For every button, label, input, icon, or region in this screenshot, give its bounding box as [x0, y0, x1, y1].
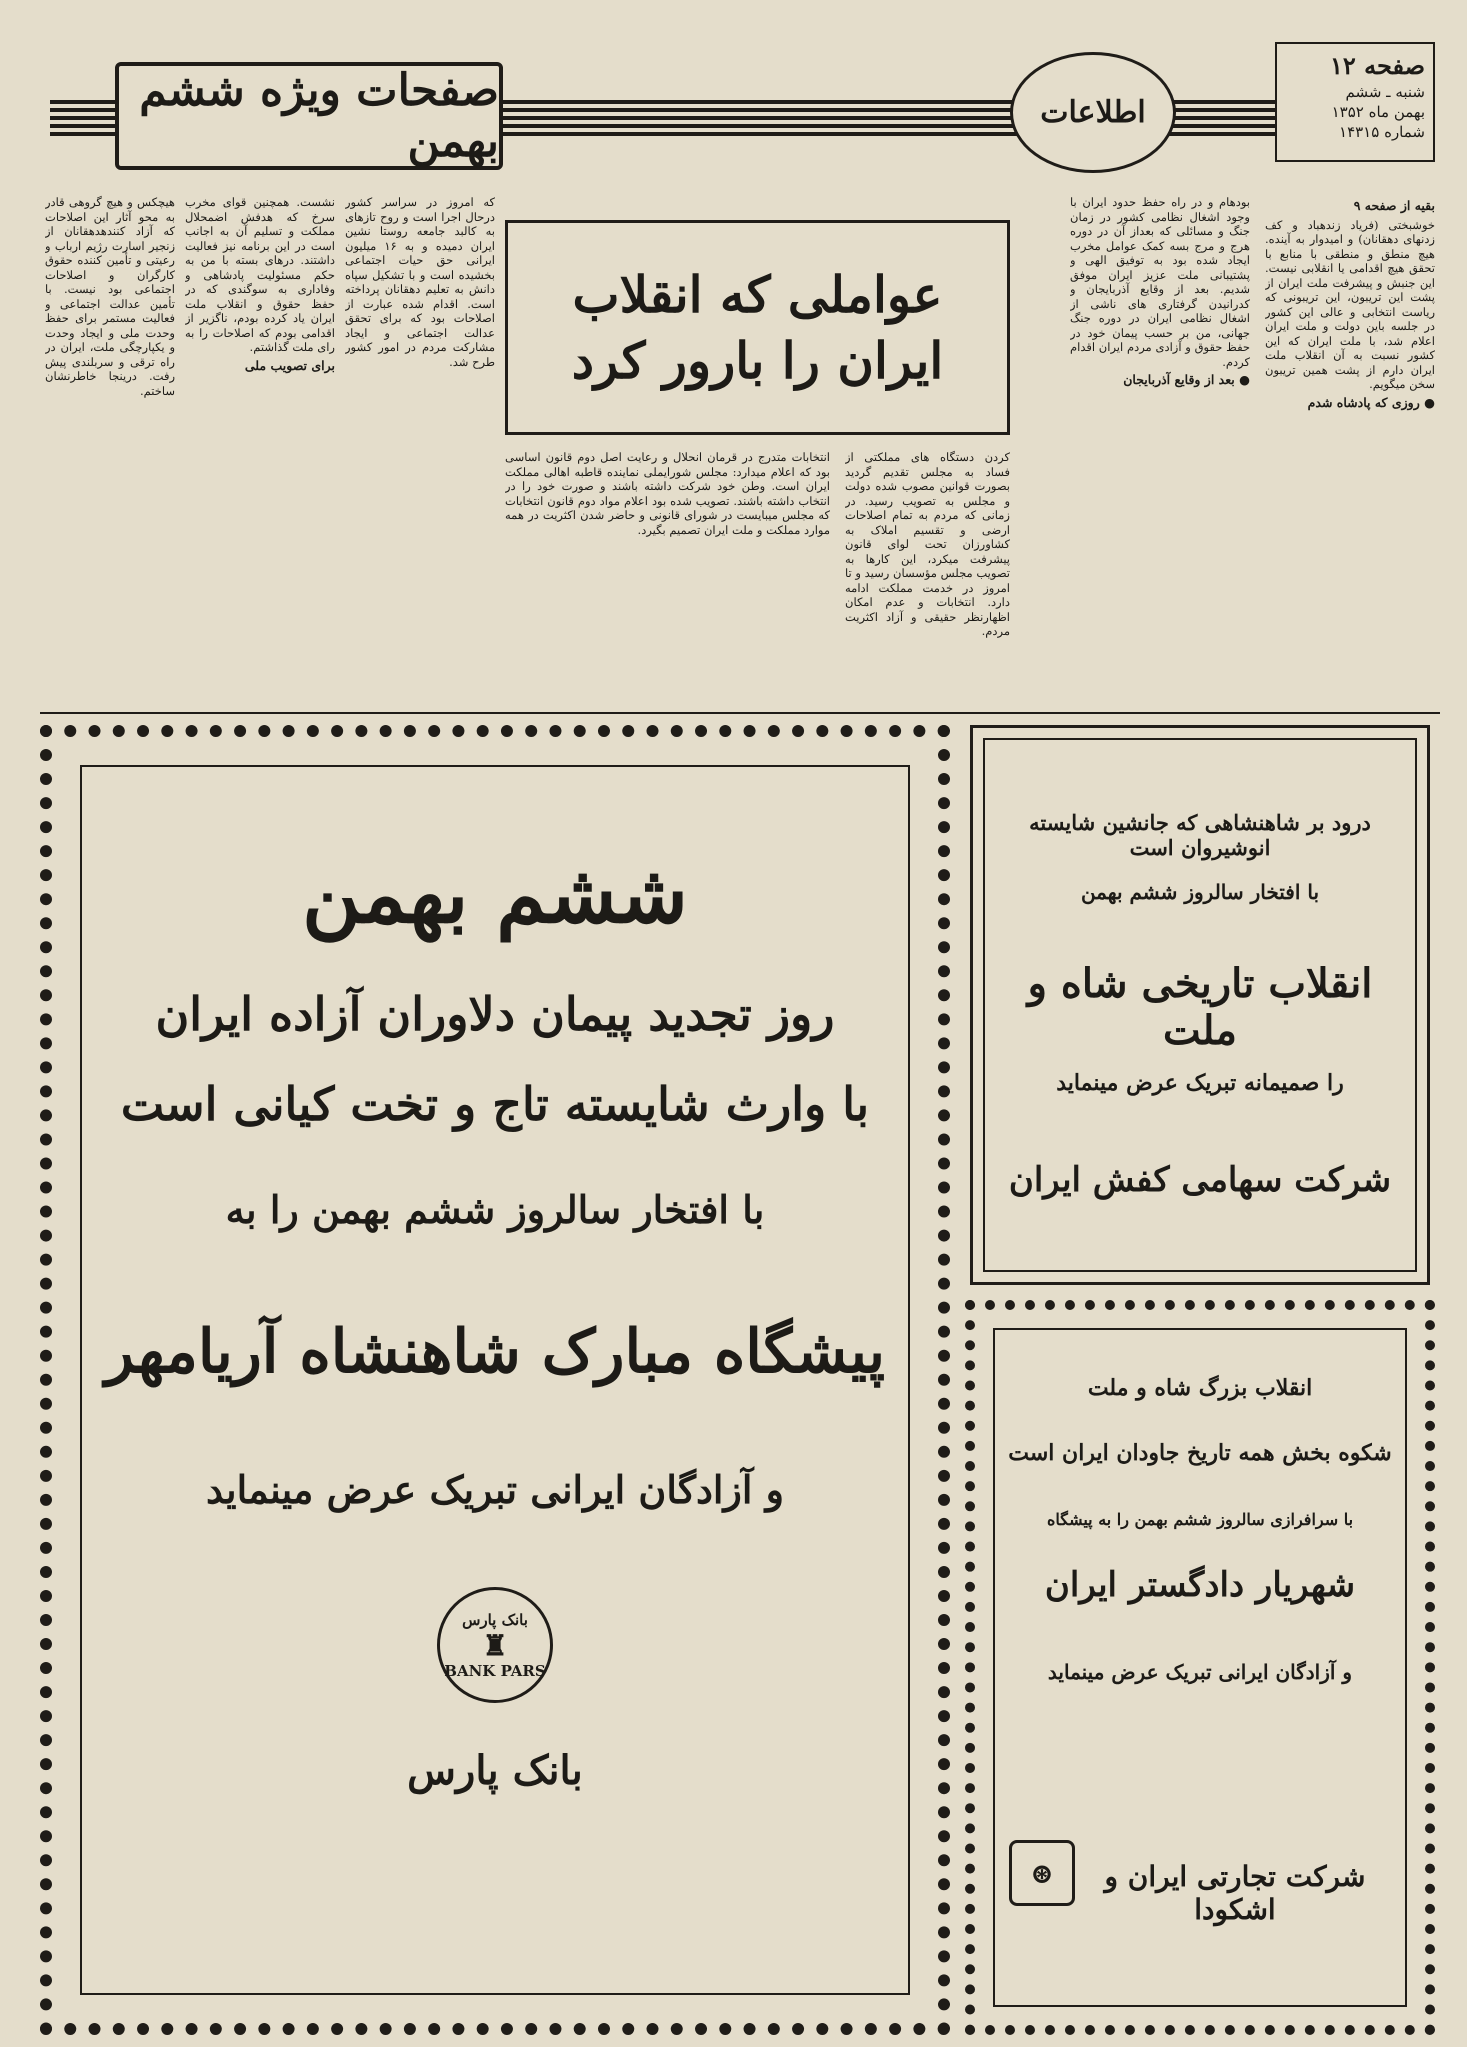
ad-line-2: با وارث شایسته تاج و تخت کیانی است	[120, 1077, 870, 1131]
article-column-3	[845, 450, 1010, 695]
ad-line-4: پیشگاه مبارک شاهنشاه آریامهر	[104, 1317, 886, 1387]
column-text: که امروز در سراسر کشور درحال اجرا است و روح تازهای به کالبد جامعه روستا نشین ایران دمیده و به ۱۶ میلیون ایرانی حق حیات اجتماعی بخشیده است و با تشکیل سپاه دانش به تعلیم دهقانان پرداخته است. اقدام شده عبارت از اصلاحات بود که برای تحقق عدالت اجتماعی و ایجاد مشارکت مردم در امور کشور طرح شد.	[345, 195, 495, 369]
ad-line-5: و آزادگان ایرانی تبریک عرض مینماید	[1047, 1660, 1353, 1684]
skoda-ad	[965, 1300, 1435, 2035]
section-divider	[40, 712, 1440, 714]
ad-line-3: انقلاب تاریخی شاه و ملت	[1027, 960, 1373, 1054]
continued-label: بقیه از صفحه ۹	[1353, 198, 1435, 213]
bank-pars-ad	[40, 725, 950, 2035]
ad-title: ششم بهمن	[302, 847, 688, 941]
column-text: نشست. همچنین قوای مخرب سرخ که هدفش اضمحلال مملکت و تسلیم آن به اجانب است در این برنامه نیز فعالیت داشتند. درهای بسته با من به حکم مسئولیت پادشاهی و وفاداری به سوگندی که در حفظ حقوق و انقلاب ملت ایران یاد کرده بودم، ناگزیر از اقدامی بودم که اصلاحات را به رای ملت گذاشتم.	[185, 195, 335, 354]
skoda-logo-icon: ⊛	[1009, 1840, 1075, 1906]
header-banner	[115, 62, 503, 170]
ad-signature: شرکت تجارتی ایران و اشکودا	[1104, 1860, 1366, 1926]
article-column-5	[345, 195, 495, 695]
ad-line-1: روز تجدید پیمان دلاوران آزاده ایران	[155, 987, 835, 1041]
ad-line-5: و آزادگان ایرانی تبریک عرض مینماید	[206, 1467, 784, 1512]
page-number: صفحه ۱۲	[1329, 51, 1425, 80]
seal-bottom-text: BANK PARS	[444, 1661, 546, 1680]
article-section	[45, 195, 1435, 695]
ad-line-3: با سرافرازی سالروز ششم بهمن را به پیشگاه	[1046, 1510, 1354, 1529]
ad-line-2: با افتخار سالروز ششم بهمن	[1080, 880, 1320, 904]
headline-line-2: ایران را بارور کرد	[571, 330, 944, 390]
column-text: بودهام و در راه حفظ حدود ایران با وجود اشغال نظامی کشور در زمان جنگ و مسائلی که بعداز آن در دوره هرج و مرج بسه کمک عوامل مخرب ایجاد شده بود به توفیق الهی و پشتیبانی ملت عزیز ایران موفق شدیم. بعد از وقایع آذربایجان و کدرانیدن گرفتاری های ناشی از اشغال نظامی ایران در دوره جنگ جهانی، من بر حسب پیمان خود در حفظ حقوق و آزادی مردم ایران اقدام کردم.	[1070, 195, 1250, 369]
subhead-king-day: ● روزی که پادشاه شدم	[1307, 394, 1435, 410]
ad-line-3: با افتخار سالروز ششم بهمن را به	[225, 1187, 765, 1232]
column-text: انتخابات متدرج در قرمان انحلال و رعایت اصل دوم قانون اساسی بود که اعلام میدارد: مجلس شورایملی نماینده قاطبه اهالی مملکت ایران است. وطن خود شرکت داشته باشند و صورت خود را در انتخاب داشته باشند. تصویب شده بود اعلام مواد دوم قانون انتخابات که مجلس میبایست در شورای قانونی و حاضر شدن اکثریت در همه موارد مملکت و ملت ایران تصمیم بگیرد.	[505, 450, 830, 537]
newspaper-logo	[1010, 52, 1176, 173]
ad-signature: بانک پارس	[407, 1747, 583, 1794]
header-banner-title: صفحات ویژه ششم بهمن	[139, 65, 499, 167]
issue-number: شماره ۱۴۳۱۵	[1339, 123, 1425, 141]
article-column-7	[45, 195, 175, 695]
article-column-1	[1265, 195, 1435, 695]
subhead-azerbaijan: ● بعد از وقایع آذربایجان	[1123, 372, 1250, 387]
seal-top-text: بانک پارس	[462, 1610, 528, 1629]
article-column-2	[1070, 195, 1250, 695]
ad-line-1: انقلاب بزرگ شاه و ملت	[1087, 1375, 1313, 1401]
ad-line-1: درود بر شاهنشاهی که جانشین شایسته انوشیروان است	[1029, 810, 1371, 860]
subhead-national-approval: برای تصویب ملی	[244, 357, 335, 373]
article-column-6	[185, 195, 335, 695]
issue-month: بهمن ماه ۱۳۵۲	[1331, 103, 1425, 121]
article-column-4	[505, 450, 830, 695]
ad-signature: شرکت سهامی کفش ایران	[1008, 1160, 1392, 1200]
bank-pars-seal	[437, 1587, 553, 1703]
ad-line-2: شکوه بخش همه تاریخ جاودان ایران است	[1008, 1440, 1392, 1466]
column-text: کردن دستگاه های مملکتی از فساد به مجلس تقدیم گردید بصورت قوانین مصوب شده دولت و مجلس به تصویب رسید. در زمانی که مردم به تمام اصلاحات ارضی و تقسیم املاک به کشاورزان تحت لوای قانون پیشرفت میکرد، این کارها به تصویب مجلس مؤسسان رسید و تا امروز در خدمت مملکت ادامه دارد. انتخابات و عدم امکان اظهارنظر حقیقی و آزاد اکثریت مردم.	[845, 450, 1010, 638]
issue-day: شنبه ـ ششم	[1345, 83, 1425, 101]
headline-box	[505, 220, 1010, 435]
ad-line-4: را صمیمانه تبریک عرض مینماید	[1056, 1070, 1344, 1096]
ad-line-4: شهریار دادگستر ایران	[1044, 1565, 1356, 1605]
kafsh-iran-ad	[970, 725, 1430, 1285]
issue-info-box	[1275, 42, 1435, 162]
column-icon: ♜	[482, 1628, 508, 1662]
column-text: هیچکس و هیچ گروهی قادر به محو آثار این اصلاحات که آزاد کنندهدهقانان از زنجیر اسارت رژیم ارباب و رعیتی و تأمین کننده حقوق کارگران و اصلاحات اجتماعی بود نیست. با تأمین عدالت اجتماعی و فعالیت مستمر برای حفظ وحدت ملی و ایجاد وحدت و یکپارچگی ملت، ایران در راه ترقی و سربلندی پیش رفت. درینجا خاطرنشان ساختم.	[45, 195, 175, 398]
headline-line-1: عواملی که انقلاب	[572, 264, 943, 324]
logo-text: اطلاعات	[1040, 95, 1146, 130]
column-text: خوشبختی (فریاد زندهباد و کف زدنهای دهقانان) و امیدوار به آینده. هیچ منطق و منطقی با منابع با تحقق هیچ اقدامی یا انقلابی نیست. این جنبش و پیشرفت ملت ایران از پشت این تریبون، این تریبونی که ریاست انتخابی و عالی این کشور در جلسه باین دولت و ملت ایران اعلام شد، با ملت ایران که این کشور نسبت به آن انقلاب ملت ایران دارم از پشت همین تریبون سخن میگویم.	[1265, 217, 1435, 391]
